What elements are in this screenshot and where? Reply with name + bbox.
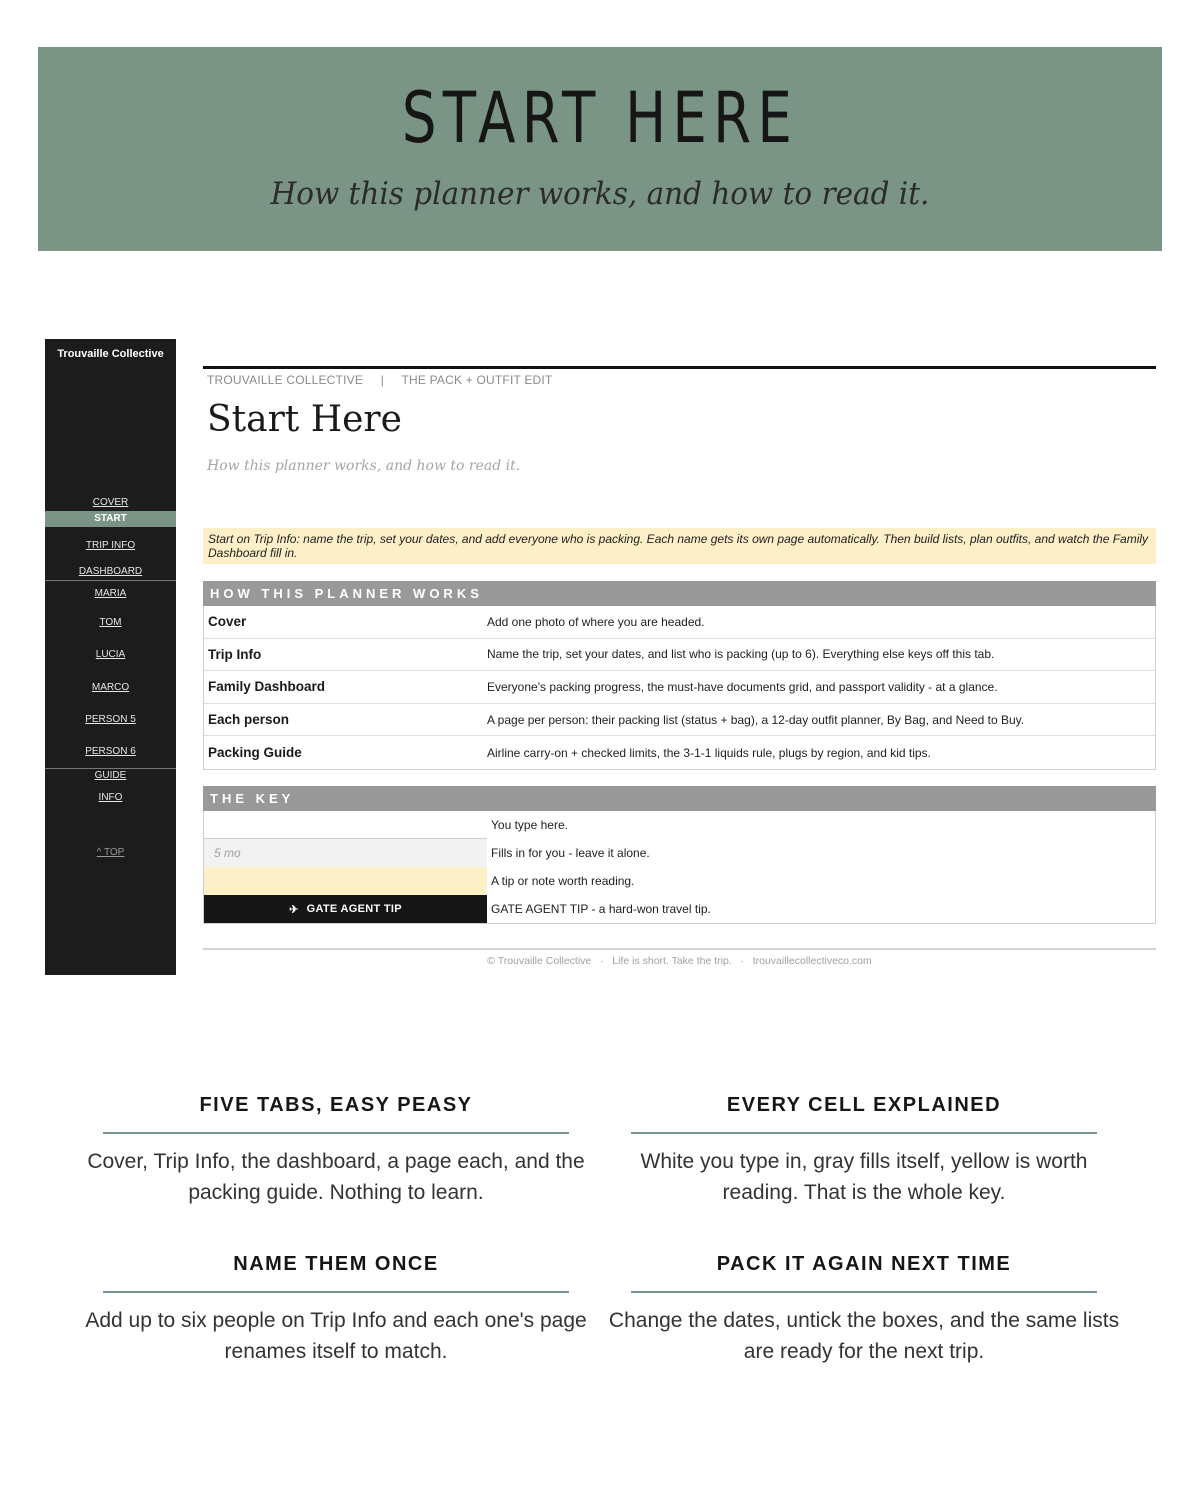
key-description: GATE AGENT TIP - a hard-won travel tip.	[491, 902, 711, 916]
key-description: You type here.	[491, 818, 568, 832]
sidebar-item-guide[interactable]: GUIDE	[94, 770, 127, 781]
feature-title: FIVE TABS, EASY PEASY	[199, 1094, 473, 1116]
sidebar-item-cover[interactable]: COVER	[92, 497, 129, 508]
breadcrumb-brand: TROUVAILLE COLLECTIVE	[207, 373, 364, 387]
header-rule	[203, 366, 1156, 369]
key-description: A tip or note worth reading.	[491, 874, 635, 888]
sidebar-nav	[45, 339, 176, 975]
back-to-top-link[interactable]: ^ TOP	[96, 847, 125, 858]
table-row	[204, 736, 1155, 769]
breadcrumb	[207, 373, 552, 387]
page-title: Start Here	[207, 399, 402, 440]
sidebar-item-person-5[interactable]: PERSON 5	[85, 714, 136, 725]
sidebar-item-maria[interactable]: MARIA	[94, 588, 127, 599]
breadcrumb-separator: |	[380, 373, 385, 387]
breadcrumb-page: THE PACK + OUTFIT EDIT	[401, 373, 553, 387]
feature-block	[85, 1251, 587, 1367]
feature-block	[608, 1251, 1120, 1367]
sidebar-divider	[45, 580, 176, 581]
key-row	[204, 811, 1155, 839]
table-row	[204, 671, 1155, 704]
sidebar-brand: Trouvaille Collective	[57, 348, 164, 360]
sidebar-divider	[45, 768, 176, 769]
feature-title: NAME THEM ONCE	[233, 1253, 439, 1275]
feature-body: Cover, Trip Info, the dashboard, a page each, and the packing guide. Nothing to learn.	[87, 1150, 585, 1204]
swatch-formula-cell: 5 mo	[204, 839, 487, 867]
key-row	[204, 867, 1155, 895]
feature-rule	[631, 1291, 1097, 1293]
sidebar-item-info[interactable]: INFO	[98, 792, 123, 803]
banner-title: START HERE	[401, 77, 799, 159]
feature-block	[87, 1092, 585, 1208]
sidebar-item-trip-info[interactable]: TRIP INFO	[85, 540, 136, 551]
key-table	[203, 811, 1156, 924]
swatch-tip-cell	[204, 895, 487, 923]
row-name: Cover	[208, 614, 247, 630]
table-row	[204, 704, 1155, 737]
sidebar-item-start[interactable]: START	[45, 511, 176, 527]
footer-rule	[203, 948, 1156, 950]
section-heading-how: HOW THIS PLANNER WORKS	[203, 581, 1156, 606]
plane-icon: ✈	[289, 903, 299, 916]
table-row	[204, 639, 1155, 672]
feature-block	[631, 1092, 1097, 1208]
sheet-footer: © Trouvaille Collective · Life is short. Take the trip. · trouvaillecollectiveco.com	[487, 955, 872, 967]
row-description: Name the trip, set your dates, and list who is packing (up to 6). Everything else keys off this tab.	[487, 647, 995, 662]
planner-screenshot	[45, 339, 1160, 979]
sidebar-item-person-6[interactable]: PERSON 6	[85, 746, 136, 757]
banner-subtitle: How this planner works, and how to read it.	[270, 176, 930, 212]
section-heading-key: THE KEY	[203, 786, 1156, 811]
table-row	[204, 606, 1155, 639]
feature-body: Add up to six people on Trip Info and each one's page renames itself to match.	[85, 1309, 587, 1363]
sidebar-item-tom[interactable]: TOM	[99, 617, 122, 628]
row-name: Family Dashboard	[208, 679, 326, 695]
swatch-input-cell[interactable]	[204, 811, 487, 839]
feature-title: EVERY CELL EXPLAINED	[726, 1094, 1002, 1116]
row-description: A page per person: their packing list (status + bag), a 12-day outfit planner, By Bag, and Need to Buy.	[487, 712, 1025, 727]
feature-title: PACK IT AGAIN NEXT TIME	[716, 1253, 1012, 1275]
sidebar-item-lucia[interactable]: LUCIA	[95, 649, 126, 660]
sheet-main	[203, 339, 1156, 979]
feature-rule	[103, 1291, 569, 1293]
sidebar-item-dashboard[interactable]: DASHBOARD	[78, 566, 143, 577]
page-subtitle: How this planner works, and how to read it.	[207, 458, 521, 474]
key-row	[204, 895, 1155, 923]
feature-rule	[631, 1132, 1097, 1134]
row-name: Trip Info	[208, 646, 262, 662]
row-name: Packing Guide	[208, 745, 302, 761]
row-description: Everyone's packing progress, the must-have documents grid, and passport validity - at a glance.	[487, 679, 998, 694]
feature-body: White you type in, gray fills itself, yellow is worth reading. That is the whole key.	[640, 1150, 1088, 1204]
swatch-note-cell	[204, 867, 487, 895]
feature-body: Change the dates, untick the boxes, and the same lists are ready for the next trip.	[608, 1309, 1120, 1363]
tip-label: GATE AGENT TIP	[306, 903, 402, 915]
sidebar-item-marco[interactable]: MARCO	[91, 682, 130, 693]
row-name: Each person	[208, 712, 290, 728]
intro-note: Start on Trip Info: name the trip, set your dates, and add everyone who is packing. Each name gets its own page automatically. Then build lists, plan outfits, and watch the Family Dashboard fill in.	[203, 528, 1156, 564]
feature-rule	[103, 1132, 569, 1134]
key-description: Fills in for you - leave it alone.	[491, 846, 650, 860]
key-row	[204, 839, 1155, 867]
hero-banner	[38, 47, 1162, 251]
row-description: Airline carry-on + checked limits, the 3-1-1 liquids rule, plugs by region, and kid tips.	[487, 745, 931, 760]
row-description: Add one photo of where you are headed.	[487, 614, 705, 629]
how-table	[203, 606, 1156, 770]
